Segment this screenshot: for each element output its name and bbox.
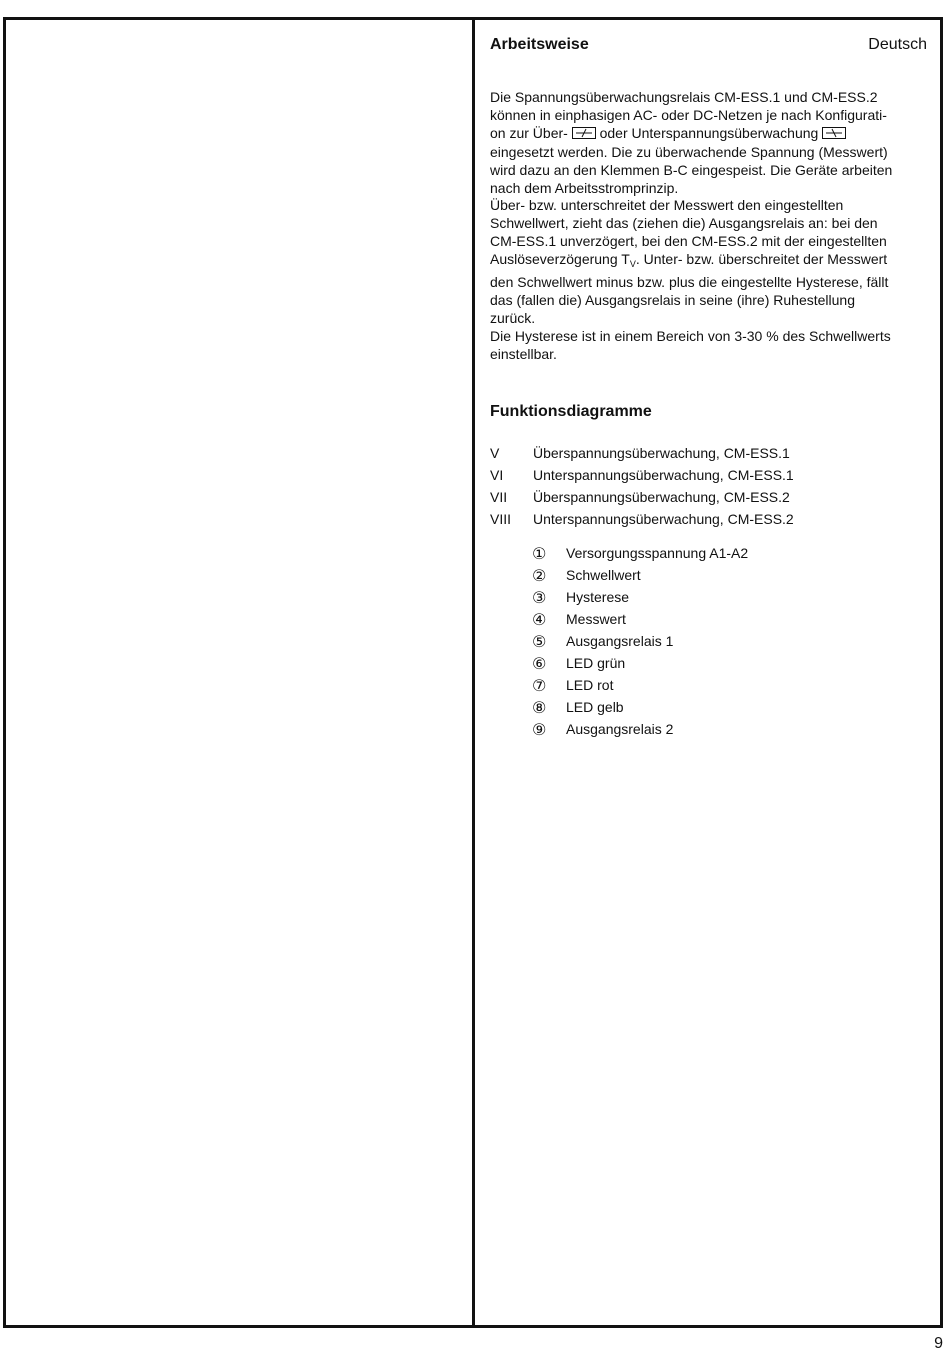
legend-item: ⑦ LED rot: [532, 675, 614, 695]
list-item: VI Unterspannungsüberwachung, CM-ESS.1: [490, 467, 794, 483]
list-item: VIII Unterspannungsüberwachung, CM-ESS.2: [490, 511, 794, 527]
legend-item: ⑧ LED gelb: [532, 697, 624, 717]
paragraph-hysteresis: Die Hysterese ist in einem Bereich von 3-30 % des Schwellwerts einstellbar.: [490, 327, 891, 362]
right-column: [490, 36, 927, 739]
paragraph-operation: Die Spannungsüberwachungsrelais CM-ESS.1 und CM-ESS.2 können in einphasigen AC- oder DC-Netzen je nach Konfigurati- on zur Über- oder Unterspannungsüberwachung eingesetzt werden. Die zu überwachende Spannung (Messwert) wird dazu an den Klemmen B-C eingespeist. Die Geräte arbeiten nach dem Arbeitsstromprinzip.: [490, 89, 893, 196]
legend-item: ⑤ Ausgangsrelais 1: [532, 631, 674, 651]
section-header: [490, 36, 927, 58]
legend-item: ② Schwellwert: [532, 565, 641, 585]
column-divider: [472, 17, 475, 1328]
legend-item: ③ Hysterese: [532, 587, 630, 607]
diagrams-title: Funktionsdiagramme: [490, 403, 652, 420]
page-number: 9: [934, 1335, 943, 1352]
legend-item: ① Versorgungsspannung A1-A2: [532, 543, 749, 563]
paragraph-threshold: Über- bzw. unterschreitet der Messwert den eingestellten Schwellwert, zieht das (ziehen die) Ausgangsrelais an: bei den CM-ESS.1 unverzögert, bei den CM-ESS.2 mit der eingestellten Auslöseverzögerung $T_V$. Unter- bzw. überschreitet der Messwert den Schwellwert minus bzw. plus die eingestellte Hysterese, fällt das (fallen die) Ausgangsrelais in seine (ihre) Ruhestellung zurück.: [490, 197, 889, 326]
legend-item: ⑥ LED grün: [532, 653, 626, 673]
language-label: Deutsch: [868, 36, 927, 53]
description-text: [490, 89, 927, 364]
list-item: VII Überspannungsüberwachung, CM-ESS.2: [490, 489, 790, 505]
overvoltage-symbol-icon: [572, 126, 596, 144]
section-title: Arbeitsweise: [490, 36, 589, 53]
function-list: [490, 442, 794, 530]
legend-item: ⑨ Ausgangsrelais 2: [532, 719, 674, 739]
list-item: V Überspannungsüberwachung, CM-ESS.1: [490, 445, 790, 461]
undervoltage-symbol-icon: [822, 126, 846, 144]
legend-item: ④ Messwert: [532, 609, 626, 629]
legend-list: [532, 542, 748, 740]
